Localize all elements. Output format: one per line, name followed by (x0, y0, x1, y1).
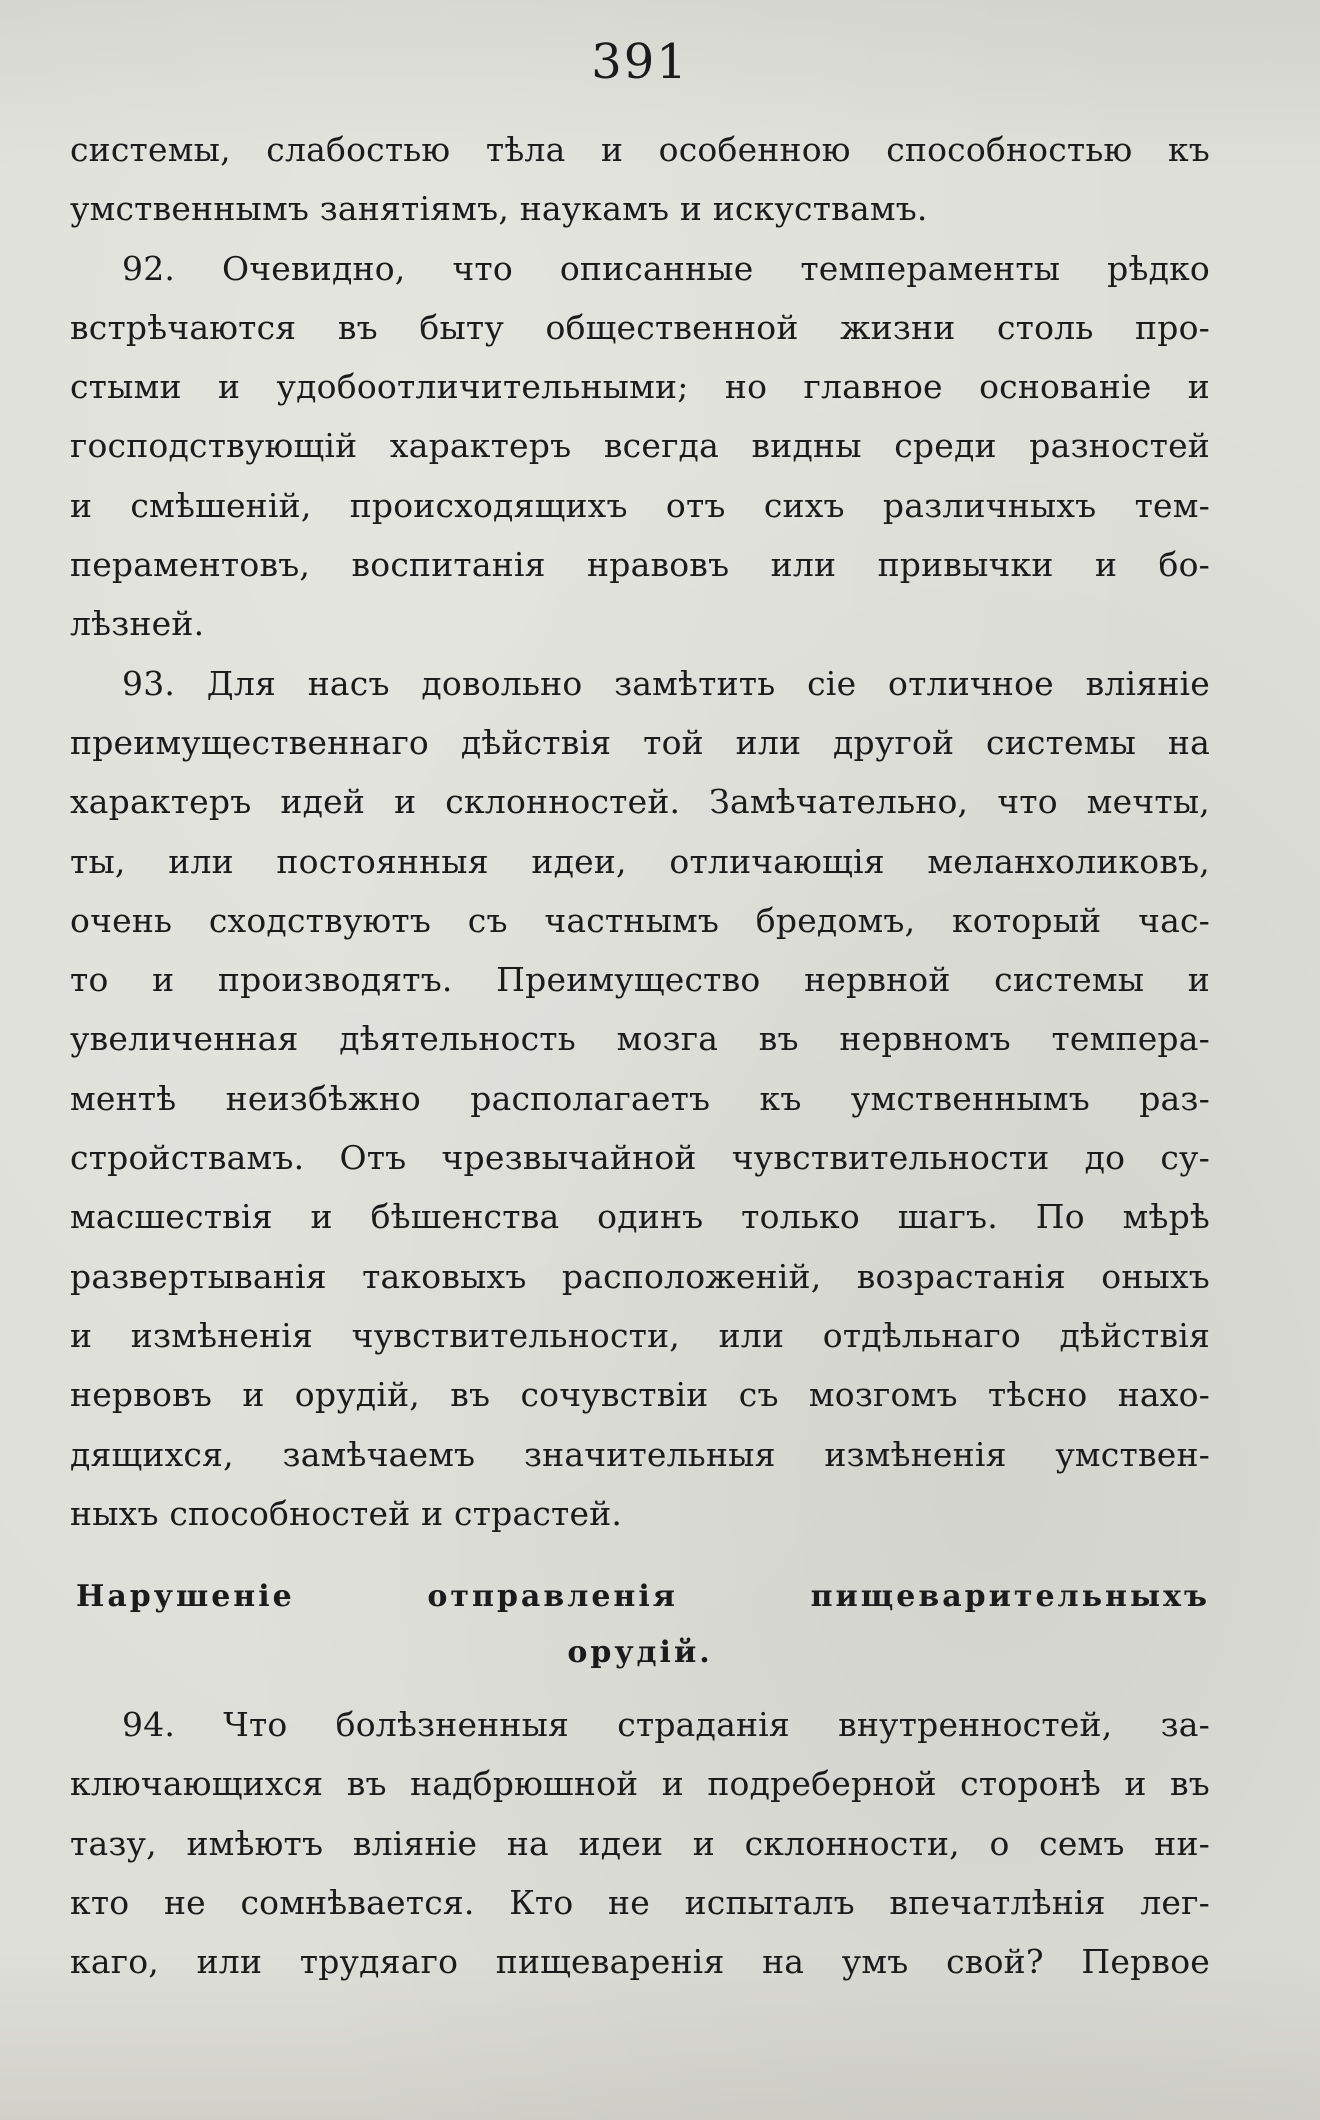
text-line: увеличенная дѣятельность мозга въ нервномъ темпера- (70, 1019, 1210, 1059)
text-line: ныхъ способностей и страстей. (70, 1493, 623, 1533)
paragraph-94-start: 94. Что болѣзненныя страданія внутренностей, за- (122, 1705, 1210, 1745)
text-line: очень сходствуютъ съ частнымъ бредомъ, который час- (70, 900, 1210, 940)
text-line: ты, или постоянныя идеи, отличающія меланхоликовъ, (70, 841, 1210, 881)
text-line: стройствамъ. Отъ чрезвычайной чувствительности до су- (70, 1138, 1210, 1178)
text-line: нервовъ и орудій, въ сочувствіи съ мозгомъ тѣсно нахо- (70, 1375, 1210, 1415)
text-line: преимущественнаго дѣйствія той или другой системы на (70, 722, 1210, 762)
text-line: пераментовъ, воспитанія нравовъ или привычки и бо- (70, 545, 1210, 585)
paragraph-93-start: 93. Для насъ довольно замѣтить сіе отличное вліяніе (122, 663, 1210, 703)
text-line: дящихся, замѣчаемъ значительныя измѣненія умствен- (70, 1434, 1210, 1474)
text-line: характеръ идей и склонностей. Замѣчательно, что мечты, (70, 782, 1210, 822)
text-line: лѣзней. (70, 604, 205, 644)
text-line: каго, или трудяаго пищеваренія на умъ свой? Первое (70, 1942, 1210, 1982)
section-heading-continued: орудій. (567, 1635, 713, 1671)
text-line: стыми и удобоотличительными; но главное основаніе и (70, 367, 1210, 407)
section-heading: Нарушеніе отправленія пищеварительныхъ (76, 1579, 1210, 1615)
text-line: системы, слабостью тѣла и особенною способностью къ (70, 130, 1210, 169)
text-line: умственнымъ занятіямъ, наукамъ и искуствамъ. (70, 189, 928, 229)
page-number: 391 (591, 34, 689, 90)
text-line: ключающихся въ надбрюшной и подреберной сторонѣ и въ (70, 1764, 1210, 1804)
text-line: кто не сомнѣвается. Кто не испыталъ впечатлѣнія лег- (70, 1883, 1210, 1923)
text-line: ментѣ неизбѣжно располагаетъ къ умственнымъ раз- (70, 1078, 1210, 1118)
text-body (70, 120, 1210, 1992)
text-line: масшествія и бѣшенства одинъ только шагъ. По мѣрѣ (70, 1197, 1210, 1237)
text-line: тазу, имѣютъ вліяніе на идеи и склонности, о семъ ни- (70, 1823, 1210, 1863)
paragraph-92-start: 92. Очевидно, что описанные темпераменты рѣдко (122, 248, 1210, 288)
text-line: встрѣчаются въ быту общественной жизни столь про- (70, 307, 1210, 347)
text-line: и смѣшеній, происходящихъ отъ сихъ различныхъ тем- (70, 485, 1210, 525)
text-line: развертыванія таковыхъ расположеній, возрастанія оныхъ (70, 1256, 1210, 1296)
text-line: то и производятъ. Преимущество нервной системы и (70, 960, 1210, 1000)
text-line: господствующій характеръ всегда видны среди разностей (70, 426, 1210, 466)
text-line: и измѣненія чувствительности, или отдѣльнаго дѣйствія (70, 1315, 1210, 1355)
